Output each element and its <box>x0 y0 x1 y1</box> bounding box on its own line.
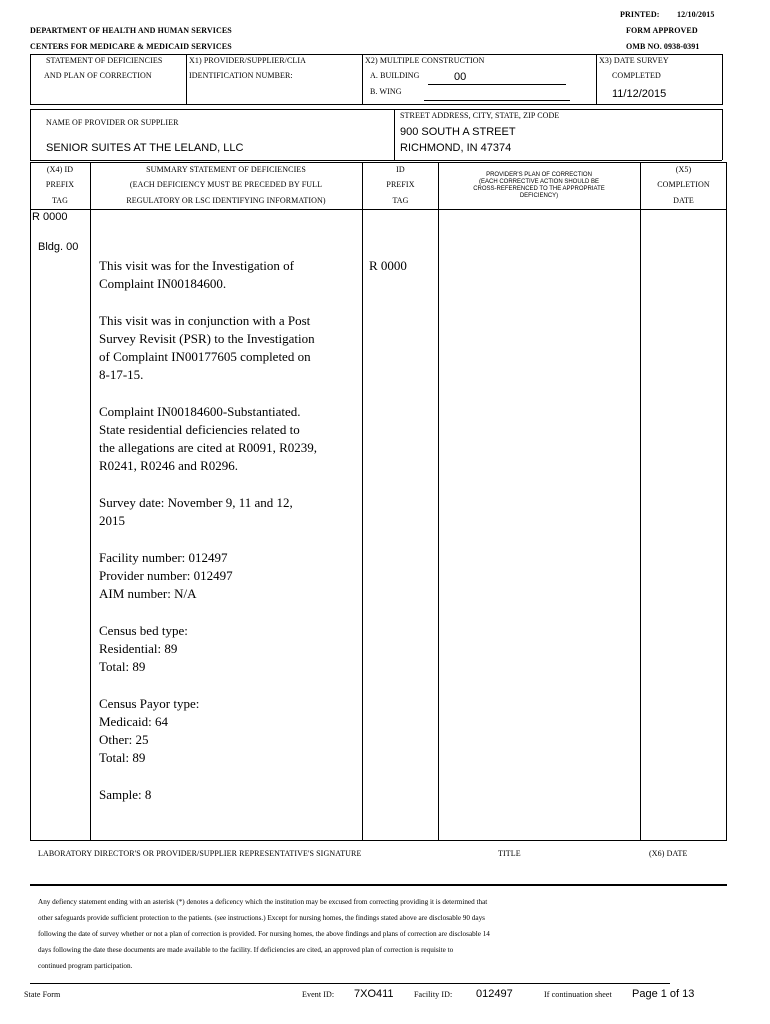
date-survey-label: X3) DATE SURVEY <box>599 56 669 65</box>
col-plan-l4: DEFICIENCY) <box>519 193 559 199</box>
address-street: 900 SOUTH A STREET <box>400 126 516 138</box>
summary-line: Residential: 89 <box>99 641 178 656</box>
summary-line: Census bed type: <box>99 623 188 638</box>
col-summary-l1: SUMMARY STATEMENT OF DEFICIENCIES <box>146 165 306 174</box>
summary-paragraph <box>99 403 361 475</box>
left-tag: R 0000 <box>32 211 68 223</box>
disclaimer <box>38 894 708 974</box>
col-id-prefix-l2: PREFIX <box>45 180 75 189</box>
provider-name: SENIOR SUITES AT THE LELAND, LLC <box>46 142 244 154</box>
facility-id-label: Facility ID: <box>414 990 453 999</box>
col-id-prefix-l3: TAG <box>51 196 69 205</box>
summary-line: Complaint IN00184600. <box>99 276 227 291</box>
summary-paragraph <box>99 494 361 530</box>
right-tag: R 0000 <box>369 258 407 273</box>
summary-paragraph <box>99 312 361 384</box>
disclaimer-line: continued program participation. <box>38 962 133 970</box>
date-survey-value: 11/12/2015 <box>612 88 667 100</box>
facility-id-value: 012497 <box>476 988 513 1000</box>
printed-date: 12/10/2015 <box>677 10 715 19</box>
signature-date-label: (X6) DATE <box>649 849 688 858</box>
summary-paragraph <box>99 786 361 804</box>
building-underline <box>428 84 566 85</box>
col-completion-l1: (X5) <box>675 165 692 174</box>
summary-line: This visit was in conjunction with a Post <box>99 313 311 328</box>
provider-name-label: NAME OF PROVIDER OR SUPPLIER <box>46 118 179 127</box>
address-city: RICHMOND, IN 47374 <box>400 142 512 154</box>
summary-statement <box>99 257 361 823</box>
col-id-l3: TAG <box>392 196 409 205</box>
summary-line: AIM number: N/A <box>99 586 197 601</box>
provider-id-label-2: IDENTIFICATION NUMBER: <box>189 71 293 80</box>
state-form-label: State Form <box>24 990 61 999</box>
page-number: Page 1 of 13 <box>632 988 695 1000</box>
centers-heading: CENTERS FOR MEDICARE & MEDICAID SERVICES <box>30 42 232 51</box>
col-plan-header <box>440 172 638 200</box>
summary-line: Census Payor type: <box>99 696 200 711</box>
form-approved: FORM APPROVED <box>626 26 698 35</box>
summary-paragraph <box>99 695 361 767</box>
summary-line: This visit was for the Investigation of <box>99 258 294 273</box>
summary-line: R0241, R0246 and R0296. <box>99 458 239 473</box>
completed-label: COMPLETED <box>612 71 661 80</box>
summary-line: Provider number: 012497 <box>99 568 233 583</box>
summary-line: State residential deficiencies related to <box>99 422 300 437</box>
address-label: STREET ADDRESS, CITY, STATE, ZIP CODE <box>400 111 560 120</box>
col-id-prefix-l1: (X4) ID <box>46 165 74 174</box>
wing-label: B. WING <box>370 87 402 96</box>
disclaimer-line: days following the date these documents are made available to the facility. If deficiencies are cited, an approved plan of correction is requisite to <box>38 946 454 954</box>
statement-label-1: STATEMENT OF DEFICIENCIES <box>46 56 163 65</box>
summary-line: Other: 25 <box>99 732 149 747</box>
wing-underline <box>424 100 570 101</box>
event-id-label: Event ID: <box>302 990 335 999</box>
col-id-l1: ID <box>396 165 405 174</box>
col-id-l2: PREFIX <box>386 180 415 189</box>
statement-label-2: AND PLAN OF CORRECTION <box>44 71 152 80</box>
summary-line: of Complaint IN00177605 completed on <box>99 349 311 364</box>
provider-id-label-1: X1) PROVIDER/SUPPLIER/CLIA <box>189 56 307 65</box>
summary-line: Sample: 8 <box>99 787 152 802</box>
col-completion-l2: COMPLETION <box>657 180 710 189</box>
printed-label: PRINTED: <box>620 10 660 19</box>
col-plan-l2: (EACH CORRECTIVE ACTION SHOULD BE <box>478 179 600 185</box>
omb-number: OMB NO. 0938-0391 <box>626 42 700 51</box>
department-heading: DEPARTMENT OF HEALTH AND HUMAN SERVICES <box>30 26 232 35</box>
col-completion-l3: DATE <box>673 196 694 205</box>
summary-line: 8-17-15. <box>99 367 144 382</box>
multiple-construction-label: X2) MULTIPLE CONSTRUCTION <box>365 56 485 65</box>
summary-line: the allegations are cited at R0091, R0239, <box>99 440 318 455</box>
col-summary-l3: REGULATORY OR LSC IDENTIFYING INFORMATION) <box>126 196 326 205</box>
footer-rule <box>30 983 670 984</box>
disclaimer-line: following the date of survey whether or not a plan of correction is provided. For nursing homes, the above findings and plans of correction are disclosable 14 <box>38 930 490 938</box>
title-label: TITLE <box>498 849 521 858</box>
summary-line: 2015 <box>99 513 125 528</box>
disclaimer-line: Any defiency statement ending with an asterisk (*) denotes a deficency which the institution may be excused from correcting providing it is determined that <box>38 898 488 906</box>
summary-paragraph <box>99 257 361 293</box>
building-value: 00 <box>454 71 467 83</box>
event-id-value: 7XO411 <box>354 988 394 1000</box>
summary-paragraph <box>99 549 361 603</box>
building-label: A. BUILDING <box>370 71 420 80</box>
continuation-label: If continuation sheet <box>544 990 612 999</box>
summary-line: Complaint IN00184600-Substantiated. <box>99 404 301 419</box>
summary-line: Survey Revisit (PSR) to the Investigation <box>99 331 315 346</box>
disclaimer-line: other safeguards provide sufficient protection to the patients. (see instructions.) Except for nursing homes, the findings stated above are disclosable 90 days <box>38 914 485 922</box>
col-plan-l3: CROSS-REFERENCED TO THE APPROPRIATE <box>473 186 605 192</box>
col-plan-l1: PROVIDER'S PLAN OF CORRECTION <box>486 172 592 178</box>
summary-line: Total: 89 <box>99 659 146 674</box>
summary-paragraph <box>99 622 361 676</box>
summary-line: Medicaid: 64 <box>99 714 168 729</box>
summary-line: Total: 89 <box>99 750 146 765</box>
summary-line: Facility number: 012497 <box>99 550 228 565</box>
director-signature-label: LABORATORY DIRECTOR'S OR PROVIDER/SUPPLIER REPRESENTATIVE'S SIGNATURE <box>38 849 362 858</box>
building-tag: Bldg. 00 <box>38 241 79 253</box>
col-summary-l2: (EACH DEFICIENCY MUST BE PRECEDED BY FULL <box>129 180 323 189</box>
summary-line: Survey date: November 9, 11 and 12, <box>99 495 293 510</box>
